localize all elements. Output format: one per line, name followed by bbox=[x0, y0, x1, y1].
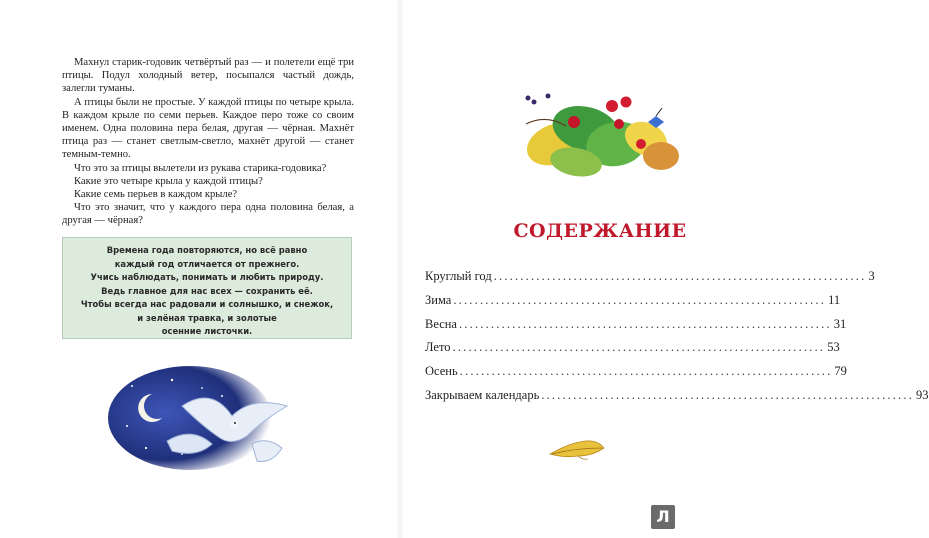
toc-title: СОДЕРЖАНИЕ bbox=[513, 220, 687, 242]
note-line: Чтобы всегда нас радовали и солнышко, и снежок, bbox=[80, 299, 334, 309]
story-text bbox=[62, 56, 354, 228]
toc-leader-dots: ...................................................................... bbox=[458, 316, 832, 331]
toc-entry-title: Круглый год bbox=[425, 269, 492, 283]
toc-entry-page: 11 bbox=[828, 292, 841, 307]
table-of-contents bbox=[425, 269, 929, 412]
left-page bbox=[0, 0, 400, 538]
story-paragraph: Махнул старик-годовик четвёртый раз — и полетели ещё три птицы. Подул холодный ветер, посыпался частый дождь, залегли туманы. bbox=[62, 57, 354, 95]
toc-entry[interactable] bbox=[425, 316, 847, 341]
story-paragraph: А птицы были не простые. У каждой птицы по четыре крыла. В каждом крыле по семи перьев. Каждое перо тоже со своим именем. Одна половина пера белая, другая — чёрная. Махнёт птица раз — станет светлым-светло, махнёт другой — станет темным-темно. bbox=[62, 96, 354, 161]
toc-leader-dots: ...................................................................... bbox=[452, 340, 826, 355]
toc-entry-page: 93 bbox=[916, 387, 929, 402]
note-line: каждый год отличается от прежнего. bbox=[114, 258, 300, 269]
toc-leader-dots: ...................................................................... bbox=[459, 364, 833, 379]
note-line: Ведь главное для нас всех — сохранить её. bbox=[101, 285, 313, 296]
note-line: и зелёная травка, и золотые bbox=[137, 312, 277, 323]
toc-entry-page: 79 bbox=[834, 364, 847, 379]
toc-entry-page: 53 bbox=[827, 340, 840, 355]
toc-entry-title: Закрываем календарь bbox=[425, 387, 540, 402]
toc-entry[interactable] bbox=[425, 387, 929, 412]
note-line: Учись наблюдать, понимать и любить природу. bbox=[90, 272, 324, 282]
right-page bbox=[400, 0, 929, 538]
autumn-leaf-illustration bbox=[548, 434, 608, 464]
story-question: Что это значит, что у каждого пера одна половина белая, а другая — чёрная? bbox=[62, 202, 354, 227]
toc-leader-dots: ...................................................................... bbox=[493, 269, 867, 283]
toc-entry-title: Осень bbox=[425, 364, 458, 379]
story-question: Какие это четыре крыла у каждой птицы? bbox=[74, 175, 263, 187]
story-question: Что это за птицы вылетели из рукава старика-годовика? bbox=[74, 162, 327, 174]
story-question: Какие семь перьев в каждом крыле? bbox=[74, 189, 238, 201]
toc-entry-title: Весна bbox=[425, 316, 457, 331]
toc-entry[interactable] bbox=[425, 340, 840, 364]
toc-leader-dots: ...................................................................... bbox=[453, 292, 827, 307]
toc-entry-title: Зима bbox=[425, 292, 452, 307]
note-line: осенние листочки. bbox=[161, 326, 253, 336]
berries-leaves-illustration bbox=[516, 84, 696, 192]
toc-entry[interactable] bbox=[425, 292, 841, 317]
toc-entry-page: 31 bbox=[833, 316, 847, 331]
publisher-logo-badge: Л bbox=[651, 505, 675, 529]
toc-entry[interactable] bbox=[425, 364, 847, 388]
note-box bbox=[62, 237, 352, 339]
note-line: Времена года повторяются, но всё равно bbox=[106, 245, 308, 255]
toc-entry-title: Лето bbox=[425, 340, 451, 355]
toc-entry[interactable] bbox=[425, 269, 875, 293]
toc-entry-page: 3 bbox=[868, 269, 875, 283]
toc-leader-dots: ...................................................................... bbox=[541, 387, 915, 402]
night-birds-illustration bbox=[112, 366, 312, 476]
